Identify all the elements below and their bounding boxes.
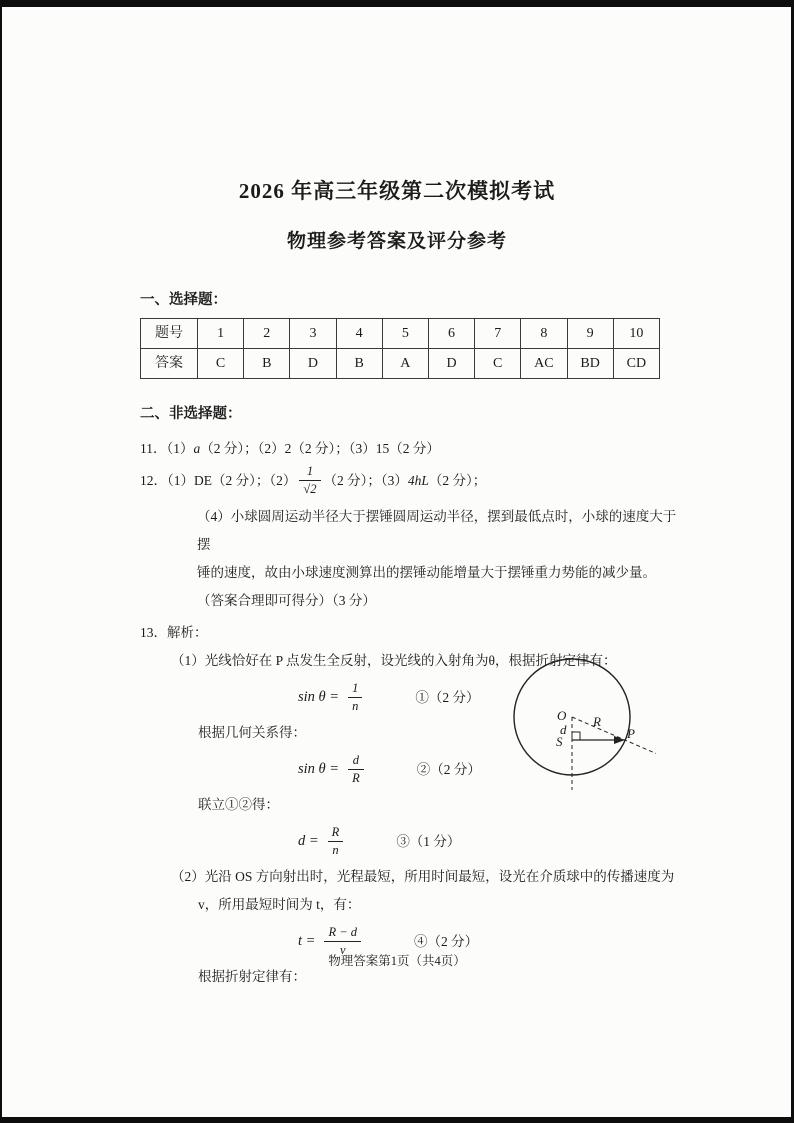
- answer-table: [140, 318, 660, 379]
- exam-title: 2026 年高三年级第二次模拟考试: [238, 179, 556, 203]
- fraction-denominator: v: [339, 942, 346, 957]
- formula-lhs: t =: [298, 932, 316, 949]
- page-footer: 物理答案第1页（共4页）: [328, 954, 466, 968]
- formula-lhs: d =: [298, 832, 319, 849]
- q13-part2-line1: （2）光沿 OS 方向射出时，光程最短，所用时间最短，设光在介质球中的传播速度为: [171, 869, 675, 884]
- q12-part4-line: 锤的速度，故由小球速度测算出的摆锤动能增量大于摆锤重力势能的减少量。: [197, 565, 656, 580]
- q12-part4-line: （答案合理即可得分）（3 分）: [197, 593, 376, 608]
- answer-key-title: 物理参考答案及评分参考: [286, 231, 507, 252]
- answer-table-row-numbers: [141, 319, 660, 349]
- question-number-cell: 4: [336, 319, 382, 349]
- answer-cell: B: [244, 349, 290, 379]
- formula-fraction: [348, 681, 362, 713]
- row-label-question-number: 题号: [141, 319, 198, 349]
- q13-part2-line2: v，所用最短时间为 t，有：: [198, 897, 361, 912]
- question-number-cell: 6: [428, 319, 474, 349]
- answer-table-row-answers: [141, 349, 660, 379]
- section-heading-nonchoice: 二、非选择题：: [140, 406, 242, 422]
- formula-score-tag: ①（2 分）: [415, 689, 480, 705]
- q12-text: 12．（1）DE（2 分）；（2）: [140, 472, 297, 488]
- label-radius-R: R: [593, 714, 601, 729]
- answer-cell: C: [198, 349, 244, 379]
- refraction-sphere-diagram: [498, 650, 668, 800]
- q12-answer-line: [140, 463, 680, 497]
- q13-geometry-text: 根据几何关系得：: [198, 725, 306, 740]
- q11-variable: a: [193, 441, 201, 456]
- q13-heading: 13．解析：: [140, 625, 208, 640]
- formula-fraction: [348, 753, 364, 785]
- q12-variable: 4hL: [407, 472, 429, 488]
- label-point-P: P: [627, 726, 635, 741]
- fraction-denominator: n: [332, 842, 339, 857]
- label-center-O: O: [557, 708, 567, 723]
- answer-cell: B: [336, 349, 382, 379]
- question-number-cell: 9: [567, 319, 613, 349]
- answer-cell: A: [382, 349, 428, 379]
- fraction-numerator: R − d: [324, 925, 361, 941]
- q11-answer-line: [140, 434, 680, 463]
- answer-cell: AC: [521, 349, 567, 379]
- formula-3: [298, 824, 680, 858]
- fraction-numerator: 1: [348, 681, 362, 697]
- q13-combine-text: 联立①②得：: [198, 797, 279, 812]
- q12-fraction: [299, 464, 320, 496]
- q13-refraction-text: 根据折射定律有：: [198, 969, 306, 984]
- q12-text: （2 分）；: [428, 472, 487, 488]
- question-number-cell: 2: [244, 319, 290, 349]
- q12-text: （2 分）；（3）: [323, 472, 408, 488]
- q11-text: 11．（1）: [140, 441, 194, 456]
- answer-cell: C: [475, 349, 521, 379]
- q12-part4-line: （4）小球圆周运动半径大于摆锤圆周运动半径，摆到最低点时，小球的速度大于摆: [197, 509, 677, 552]
- formula-lhs: sin θ =: [298, 688, 340, 705]
- question-number-cell: 5: [382, 319, 428, 349]
- label-source-S: S: [556, 734, 563, 749]
- fraction-denominator: R: [352, 770, 360, 785]
- page-content: [140, 0, 680, 991]
- answer-cell: CD: [613, 349, 659, 379]
- fraction-denominator: √2: [303, 481, 317, 496]
- question-number-cell: 1: [198, 319, 244, 349]
- radius-OP-dashed-line: [572, 717, 656, 754]
- fraction-numerator: d: [348, 753, 364, 769]
- q12-part4-explanation: [197, 503, 680, 615]
- q13-part1-intro: （1）光线恰好在 P 点发生全反射，设光线的入射角为θ，根据折射定律有：: [171, 653, 617, 668]
- scan-edge-bottom: [0, 1117, 794, 1123]
- answer-cell: D: [290, 349, 336, 379]
- question-number-cell: 7: [475, 319, 521, 349]
- section-heading-choice: 一、选择题：: [140, 292, 227, 308]
- formula-score-tag: ③（1 分）: [396, 833, 461, 849]
- row-label-answer: 答案: [141, 349, 198, 379]
- formula-score-tag: ④（2 分）: [414, 933, 479, 949]
- question-number-cell: 8: [521, 319, 567, 349]
- fraction-numerator: R: [328, 825, 344, 841]
- answer-cell: D: [428, 349, 474, 379]
- fraction-numerator: 1: [299, 464, 320, 480]
- fraction-denominator: n: [352, 698, 359, 713]
- formula-lhs: sin θ =: [298, 760, 340, 777]
- label-distance-d: d: [560, 722, 567, 737]
- question-number-cell: 3: [290, 319, 336, 349]
- right-angle-marker: [572, 732, 580, 740]
- q11-text: （2 分）；（2）2（2 分）；（3）15（2 分）: [200, 441, 440, 456]
- answer-cell: BD: [567, 349, 613, 379]
- formula-fraction: [328, 825, 344, 857]
- formula-score-tag: ②（2 分）: [416, 761, 481, 777]
- question-number-cell: 10: [613, 319, 659, 349]
